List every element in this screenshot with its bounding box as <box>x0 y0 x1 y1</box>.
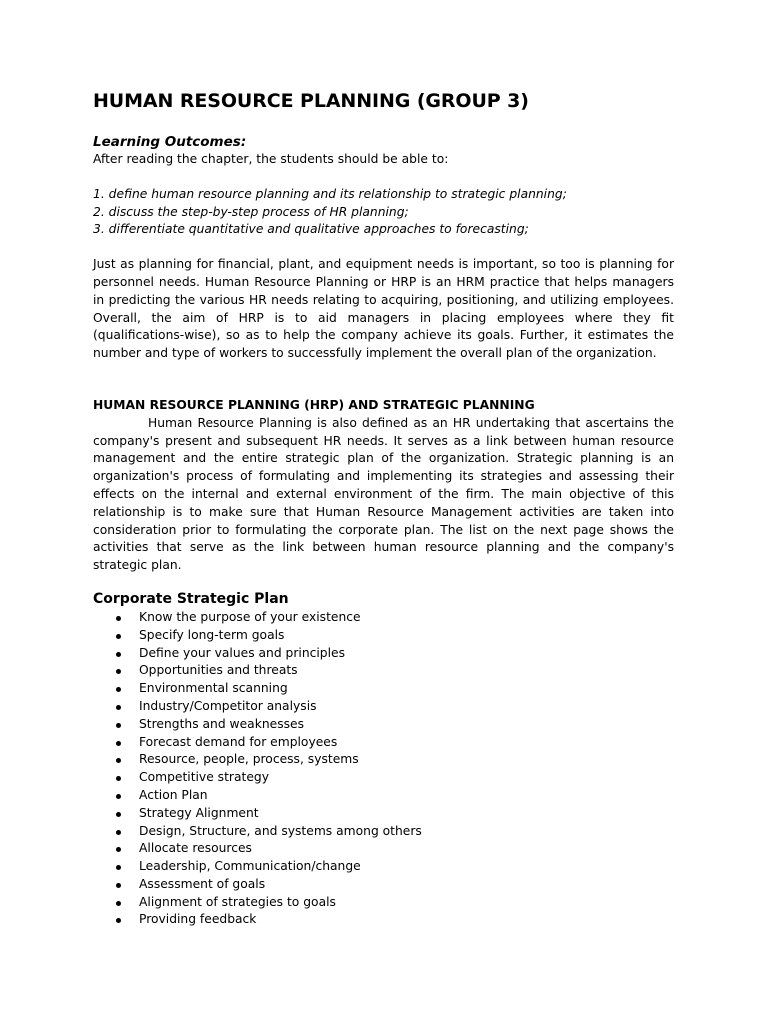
corporate-plan-item-label: Know the purpose of your existence <box>139 609 361 624</box>
bullet-icon <box>116 830 121 835</box>
bullet-icon <box>116 901 121 906</box>
corporate-plan-item-label: Competitive strategy <box>139 770 269 785</box>
corporate-plan-item-label: Specify long-term goals <box>139 627 285 642</box>
corporate-plan-item <box>93 876 674 894</box>
section-heading-hrp-strategic: HUMAN RESOURCE PLANNING (HRP) AND STRATEGIC PLANNING <box>93 397 535 412</box>
corporate-plan-item <box>93 769 674 787</box>
corporate-plan-item-label: Strengths and weaknesses <box>139 716 304 731</box>
corporate-plan-item-label: Resource, people, process, systems <box>139 752 359 767</box>
corporate-plan-item-label: Assessment of goals <box>139 876 266 891</box>
corporate-plan-item <box>93 734 674 752</box>
bullet-icon <box>116 847 121 852</box>
bullet-icon <box>116 616 121 621</box>
bullet-icon <box>116 687 121 692</box>
bullet-icon <box>116 634 121 639</box>
corporate-plan-item-label: Alignment of strategies to goals <box>139 894 336 909</box>
corporate-plan-item <box>93 823 674 841</box>
bullet-icon <box>116 758 121 763</box>
bullet-icon <box>116 918 121 923</box>
bullet-icon <box>116 652 121 657</box>
corporate-plan-item <box>93 840 674 858</box>
corporate-plan-item <box>93 894 674 912</box>
learning-outcomes-heading: Learning Outcomes: <box>93 134 247 150</box>
document-title: HUMAN RESOURCE PLANNING (GROUP 3) <box>93 90 529 112</box>
bullet-icon <box>116 812 121 817</box>
corporate-plan-item <box>93 787 674 805</box>
corporate-plan-heading: Corporate Strategic Plan <box>93 590 289 607</box>
corporate-plan-item <box>93 698 674 716</box>
corporate-plan-item <box>93 662 674 680</box>
corporate-plan-item <box>93 805 674 823</box>
learning-outcome-item: 2. discuss the step-by-step process of HR planning; <box>93 204 409 219</box>
bullet-icon <box>116 669 121 674</box>
corporate-plan-item <box>93 645 674 663</box>
corporate-plan-item-label: Industry/Competitor analysis <box>139 698 317 713</box>
document-page <box>93 88 674 929</box>
bullet-icon <box>116 865 121 870</box>
corporate-plan-item-label: Providing feedback <box>139 912 257 927</box>
bullet-icon <box>116 776 121 781</box>
section-paragraph: Human Resource Planning is also defined as an HR undertaking that ascertains the company's present and subsequent HR needs. It serves as a link between human resource management and the entire strategic plan of the organization. Strategic planning is an organization's process of formulating and implementing its strategies and assessing their effects on the internal and external environment of the firm. The main objective of this relationship is to make sure that Human Resource Management activities are taken into consideration prior to formulating the corporate plan. The list on the next page shows the activities that serve as the link between human resource planning and the company's strategic plan. <box>93 415 674 573</box>
corporate-plan-item-label: Forecast demand for employees <box>139 734 338 749</box>
bullet-icon <box>116 723 121 728</box>
corporate-plan-item-label: Allocate resources <box>139 841 252 856</box>
corporate-plan-item <box>93 627 674 645</box>
learning-outcome-item: 3. differentiate quantitative and qualitative approaches to forecasting; <box>93 222 529 237</box>
bullet-icon <box>116 741 121 746</box>
corporate-plan-item <box>93 716 674 734</box>
corporate-plan-item-label: Design, Structure, and systems among others <box>139 823 422 838</box>
corporate-plan-item-label: Define your values and principles <box>139 645 345 660</box>
corporate-plan-item-label: Action Plan <box>139 787 208 802</box>
corporate-plan-item <box>93 680 674 698</box>
bullet-icon <box>116 883 121 888</box>
corporate-plan-item-label: Opportunities and threats <box>139 663 298 678</box>
intro-paragraph: Just as planning for financial, plant, and equipment needs is important, so too is planning for personnel needs. Human Resource Planning or HRP is an HRM practice that helps managers in predicting the various HR needs relating to acquiring, positioning, and utilizing employees. Overall, the aim of HRP is to aid managers in placing employees where they fit (qualifications-wise), so as to help the company achieve its goals. Further, it estimates the number and type of workers to successfully implement the overall plan of the organization. <box>93 257 674 361</box>
corporate-plan-item-label: Strategy Alignment <box>139 805 259 820</box>
corporate-plan-item <box>93 911 674 929</box>
corporate-plan-item-label: Environmental scanning <box>139 681 288 696</box>
bullet-icon <box>116 705 121 710</box>
corporate-plan-item <box>93 751 674 769</box>
corporate-plan-item <box>93 609 674 627</box>
corporate-plan-item-label: Leadership, Communication/change <box>139 859 361 874</box>
bullet-icon <box>116 794 121 799</box>
learning-outcomes-intro: After reading the chapter, the students should be able to: <box>93 152 449 166</box>
learning-outcomes-list <box>93 186 674 239</box>
corporate-plan-list <box>93 609 674 929</box>
corporate-plan-item <box>93 858 674 876</box>
learning-outcome-item: 1. define human resource planning and its relationship to strategic planning; <box>93 186 567 201</box>
